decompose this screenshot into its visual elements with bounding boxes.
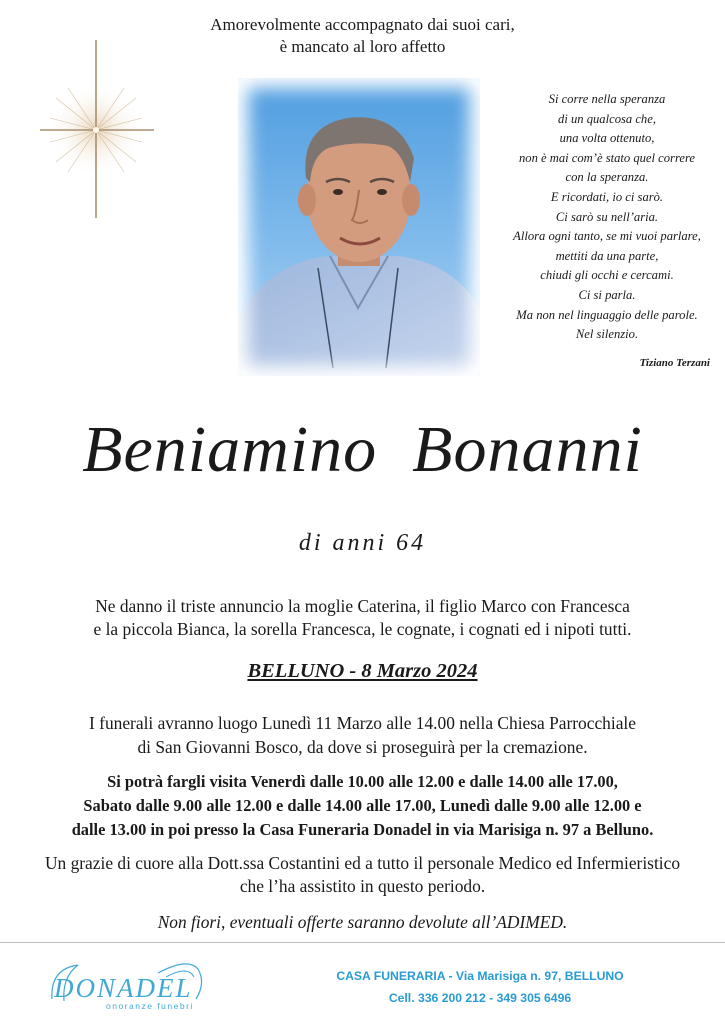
- visits-line-2: Sabato dalle 9.00 alle 12.00 e dalle 14.00 alle 17.00, Lunedì dalle 9.00 alle 12.00 e: [83, 796, 642, 815]
- donadel-logo: [48, 955, 223, 1015]
- deceased-age: di anni 64: [298, 530, 427, 556]
- funeral-line-2: di San Giovanni Bosco, da dove si proseguirà per la cremazione.: [137, 737, 588, 757]
- funeral-info: [10, 711, 715, 759]
- no-flowers-note: Non fiori, eventuali offerte saranno devolute all’ADIMED.: [157, 912, 568, 932]
- poem-line: con la speranza.: [565, 170, 649, 185]
- poem-line: di un qualcosa che,: [558, 111, 656, 126]
- poem-line: Si corre nella speranza: [548, 92, 666, 106]
- portrait-photo: [238, 78, 480, 376]
- visits-line-3: dalle 13.00 in poi presso la Casa Funeraria Donadel in via Marisiga n. 97 a Belluno.: [71, 820, 654, 839]
- deceased-name: Beniamino Bonanni: [82, 413, 643, 486]
- logo-subtitle: onoranze funebri: [106, 1001, 194, 1011]
- announcement-line-2: e la piccola Bianca, la sorella Francesca, le cognate, i cognati ed i nipoti tutti.: [93, 619, 632, 639]
- poem-author: Tiziano Terzani: [639, 357, 710, 369]
- thanks-text: [4, 852, 721, 898]
- poem-line: Ci sarò su nell’aria.: [555, 209, 659, 224]
- funeral-line-1: I funerali avranno luogo Lunedì 11 Marzo alle 14.00 nella Chiesa Parrocchiale: [89, 713, 636, 733]
- visiting-hours: [6, 770, 719, 842]
- announcement-line-1: Ne danno il triste annuncio la moglie Caterina, il figlio Marco con Francesca: [95, 596, 630, 616]
- place-date: BELLUNO - 8 Marzo 2024: [247, 660, 478, 682]
- contact-address: CASA FUNERARIA - Via Marisiga n. 97, BELLUNO: [336, 969, 624, 983]
- intro-line-1: Amorevolmente accompagnato dai suoi cari,: [210, 15, 515, 34]
- footer-divider: [0, 942, 725, 943]
- visits-line-1: Si potrà fargli visita Venerdì dalle 10.00 alle 12.00 e dalle 14.00 alle 17.00,: [107, 772, 618, 791]
- intro-line-2: è mancato al loro affetto: [279, 37, 446, 56]
- announcement-text: [10, 595, 715, 641]
- poem-line: Ci si parla.: [578, 287, 636, 302]
- thanks-line-1: Un grazie di cuore alla Dott.ssa Costantini ed a tutto il personale Medico ed Infermieristico: [44, 853, 681, 873]
- poem-line: Nel silenzio.: [575, 327, 639, 342]
- poem-line: mettiti da una parte,: [555, 248, 659, 263]
- thanks-line-2: che l’ha assistito in questo periodo.: [239, 876, 486, 896]
- contact-phones: Cell. 336 200 212 - 349 305 6496: [388, 991, 572, 1005]
- logo-wordmark: DONADEL: [54, 973, 193, 1003]
- poem: [492, 90, 722, 345]
- poem-line: una volta ottenuto,: [559, 131, 655, 146]
- poem-line: non è mai com’è stato quel correre: [518, 150, 696, 165]
- poem-line: E ricordati, io ci sarò.: [550, 189, 664, 204]
- poem-line: Allora ogni tanto, se mi vuoi parlare,: [513, 229, 701, 244]
- poem-line: Ma non nel linguaggio delle parole.: [516, 307, 698, 322]
- poem-line: chiudi gli occhi e cercami.: [540, 268, 674, 283]
- cross-icon: [38, 38, 158, 220]
